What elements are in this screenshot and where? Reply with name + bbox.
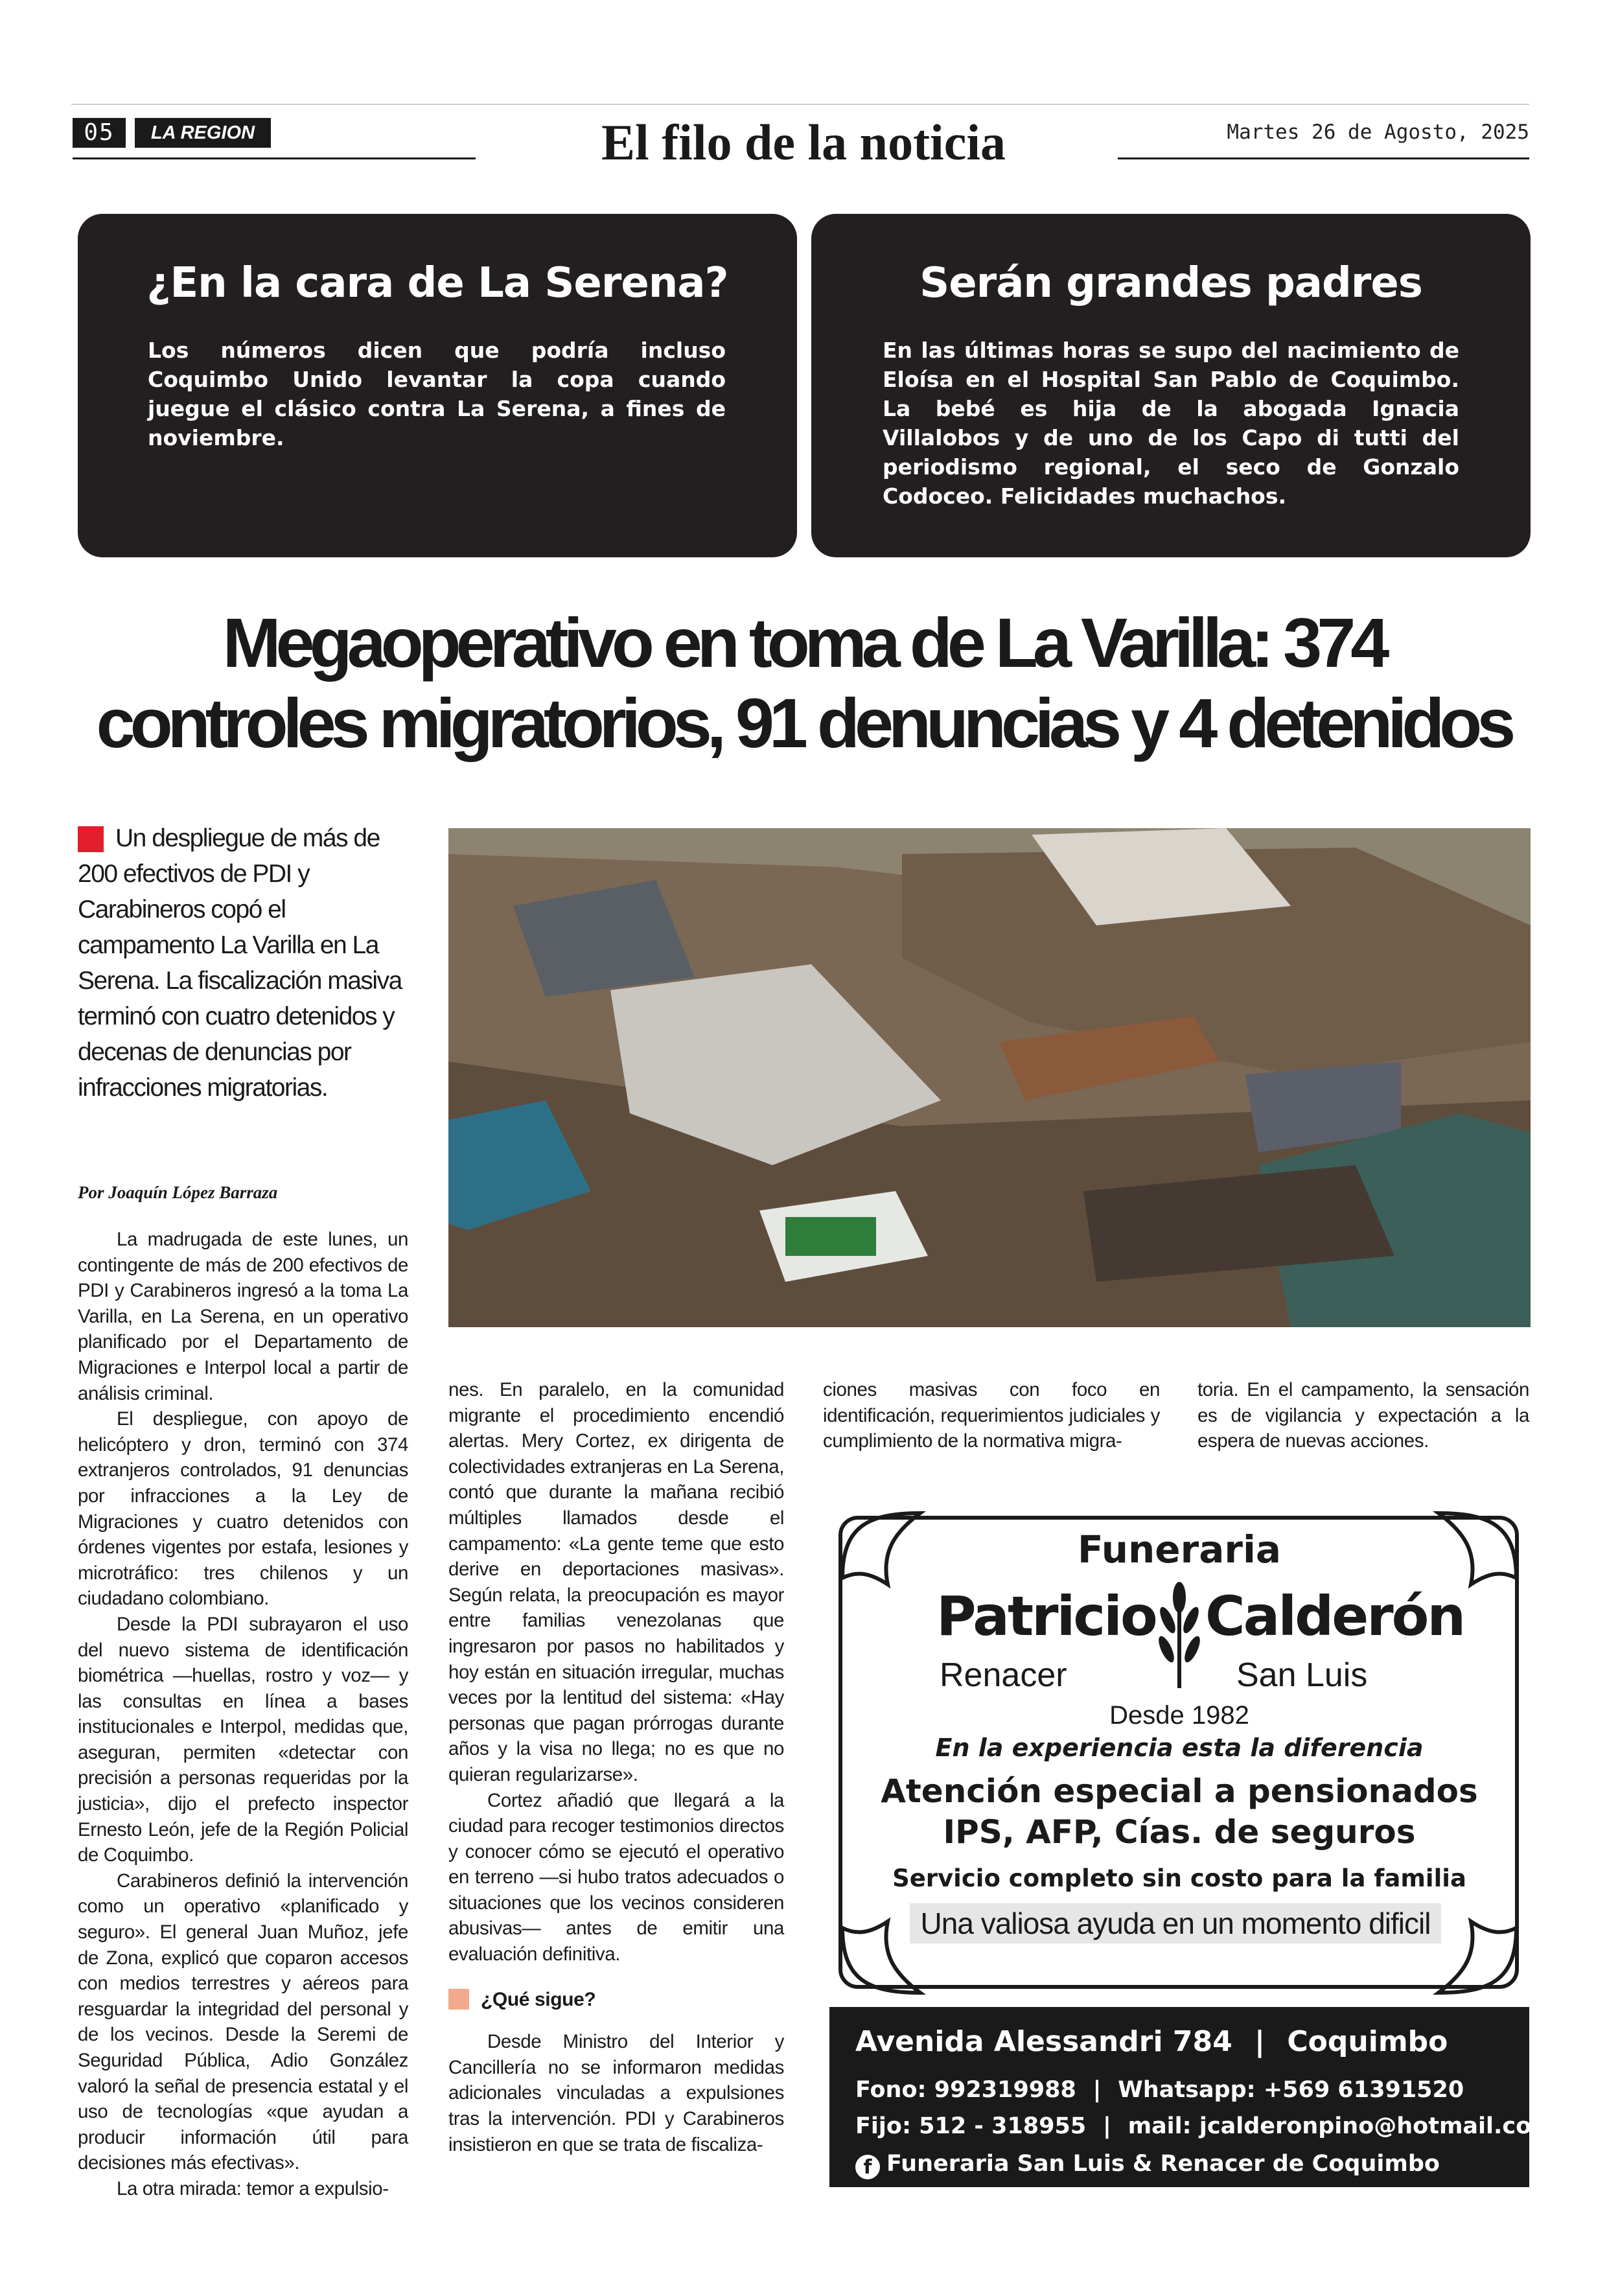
ad-phone-line: Fono: 992319988 | Whatsapp: +569 61391520: [855, 2077, 1464, 2103]
ad-address-line: Avenida Alessandri 784 | Coquimbo: [855, 2025, 1448, 2058]
ad-landline-line: Fijo: 512 - 318955 | mail: jcalderonpino@hotmail.com: [855, 2113, 1555, 2139]
ad-branch-right: San Luis: [1236, 1656, 1368, 1694]
ad-landline: Fijo: 512 - 318955: [855, 2113, 1087, 2139]
article-lead: Un despliegue de más de 200 efectivos de PDI y Carabineros copó el campamento La Varilla en La Serena. La fiscalización masiva terminó con cuatro detenidos y decenas de denuncias por infracciones migratorias.: [78, 824, 402, 1102]
ad-facebook-line: [855, 2151, 1516, 2179]
paragraph: La otra mirada: temor a expulsio-: [117, 2177, 389, 2199]
brief-text: Los números dicen que podría incluso Coquimbo Unido levantar la copa cuando juegue el clásico contra La Serena, a fines de noviembre.: [148, 338, 726, 450]
paragraph: El despliegue, con apoyo de helicóptero y dron, terminó con 374 extranjeros controlados, 91 denuncias por infracciones a la Ley de Migraciones y cuatro detenidos con órdenes vigentes por estafa, lesiones y microtráfico: tres chilenos y un ciudadano colombiano.: [78, 1408, 408, 1610]
article-column-4: [1197, 1377, 1529, 1454]
brief-title: Serán grandes padres: [919, 259, 1422, 307]
article-headline: [78, 603, 1529, 778]
facebook-icon: f: [855, 2155, 880, 2179]
ad-city: Coquimbo: [1287, 2025, 1448, 2058]
subhead-text: ¿Qué sigue?: [481, 1988, 596, 2010]
ad-mail: mail: jcalderonpino@hotmail.com: [1127, 2113, 1555, 2139]
top-divider: [71, 104, 1529, 105]
paragraph: Cortez añadió que llegará a la ciudad para recoger testimonios directos y conocer cómo se ejecutó el operativo en terreno —si hubo tratos adecuados o situaciones que los vecinos consideren abusivas— antes de emitir una evaluación definitiva.: [448, 1789, 784, 1966]
wheat-icon: [1155, 1582, 1203, 1688]
brief-box-right: [811, 214, 1531, 557]
paragraph: ciones masivas con foco en identificación, requerimientos judiciales y cumplimiento de la normativa migra-: [823, 1379, 1160, 1452]
ad-address: Avenida Alessandri 784: [855, 2025, 1232, 2058]
issue-date: Martes 26 de Agosto, 2025: [1227, 121, 1529, 144]
aerial-photo: [448, 828, 1531, 1327]
article-column-2: [448, 1377, 784, 2157]
ad-facebook: Funeraria San Luis & Renacer de Coquimbo: [886, 2151, 1440, 2177]
headline-line: controles migratorios, 91 denuncias y 4 detenidos: [96, 684, 1511, 762]
article-column-3: [823, 1377, 1160, 1454]
ad-phone: Fono: 992319988: [855, 2077, 1076, 2103]
paragraph: Desde la PDI subrayaron el uso del nuevo sistema de identificación biométrica —huellas, rostro y voz— y las consultas en línea a bases institucionales e Interpol, medidas que, aseguran, permiten «detectar con precisión a personas requeridas por la justicia», dijo el prefecto inspector Ernesto León, jefe de la Región Policial de Coquimbo.: [78, 1613, 408, 1866]
paragraph: Desde Ministro del Interior y Cancillería no se informaron medidas adicionales vinculadas a expulsiones tras la intervención. PDI y Carabineros insistieron en que se trata de fiscaliza-: [448, 2031, 784, 2155]
paragraph: Carabineros definió la intervención como un operativo «planificado y seguro». El general Juan Muñoz, jefe de Zona, explicó que coparon accesos con medios terrestres y aéreos para resguardar la integridad del personal y de los vecinos. Desde la Seremi de Seguridad Pública, Adio González valoró la señal de presencia estatal y el uso de tecnologías «que ayudan a producir información útil para decisiones más efectivas».: [78, 1870, 408, 2174]
article-photo: [448, 828, 1531, 1327]
ad-name-left: Patricio: [936, 1584, 1156, 1648]
ad-whatsapp: Whatsapp: +569 61391520: [1118, 2077, 1464, 2103]
paragraph: La madrugada de este lunes, un contingente de más de 200 efectivos de PDI y Carabineros ingresó a la toma La Varilla, en La Serena, en un operativo planificado por el Departamento de Migraciones e Interpol local a partir de análisis criminal.: [78, 1229, 408, 1404]
ad-contact-panel: [829, 2007, 1555, 2187]
paragraph: toria. En el campamento, la sensación es de vigilancia y expectación a la espera de nuevas acciones.: [1197, 1379, 1529, 1452]
header-rule-right: [1118, 157, 1529, 159]
ad-service: Servicio completo sin costo para la familia: [892, 1864, 1466, 1892]
ad-help-banner: Una valiosa ayuda en un momento dificil: [910, 1903, 1441, 1943]
subhead-marker: [448, 1989, 469, 2010]
ad-slogan: En la experiencia esta la diferencia: [935, 1734, 1424, 1762]
ad-name-right: Calderón: [1205, 1584, 1464, 1648]
brief-box-left: [78, 214, 797, 557]
ad-highlight: IPS, AFP, Cías. de seguros: [943, 1813, 1416, 1851]
paragraph: nes. En paralelo, en la comunidad migrante el procedimiento encendió alertas. Mery Cortez, ex dirigenta de colectividades extranjeras en La Serena, contó que durante la mañana recibió múltiples llamados desde el campamento: «La gente teme que esto derive en deportaciones masivas». Según relata, la preocupación es mayor entre familias venezolanas que ingresaron por pasos no habilitados y hoy están en situación irregular, muchas veces por la lentitud del sistema: «Hay personas que pagan prórrogas durante años y la visa no llega; no es que no quieran regularizarse».: [448, 1379, 784, 1785]
ad-highlight: Atención especial a pensionados: [881, 1772, 1478, 1810]
brief-text: En las últimas horas se supo del nacimiento de Eloísa en el Hospital San Pablo de Coquimbo. La bebé es hija de la abogada Ignacia Villalobos y de uno de los Capo di tutti del periodismo regional, el seco de Gonzalo Codoceo. Felicidades muchachos.: [883, 338, 1459, 509]
ad-branch-left: Renacer: [940, 1656, 1067, 1694]
byline: Por Joaquín López Barraza: [78, 1183, 278, 1202]
brief-title: ¿En la cara de La Serena?: [146, 259, 728, 307]
ad-name: Funeraria: [1077, 1527, 1281, 1571]
header-rule-left: [73, 157, 476, 159]
article-column-1: [78, 1227, 408, 2202]
newspaper-logo: LA REGION: [135, 118, 271, 148]
section-title: El filo de la noticia: [601, 114, 1006, 170]
page-number: 05: [73, 118, 126, 148]
headline-line: Megaoperativo en toma de La Varilla: 374: [222, 603, 1385, 682]
funeral-home-ad: [829, 1500, 1555, 2187]
ad-since: Desde 1982: [1109, 1701, 1249, 1730]
subhead: [448, 1987, 784, 2013]
